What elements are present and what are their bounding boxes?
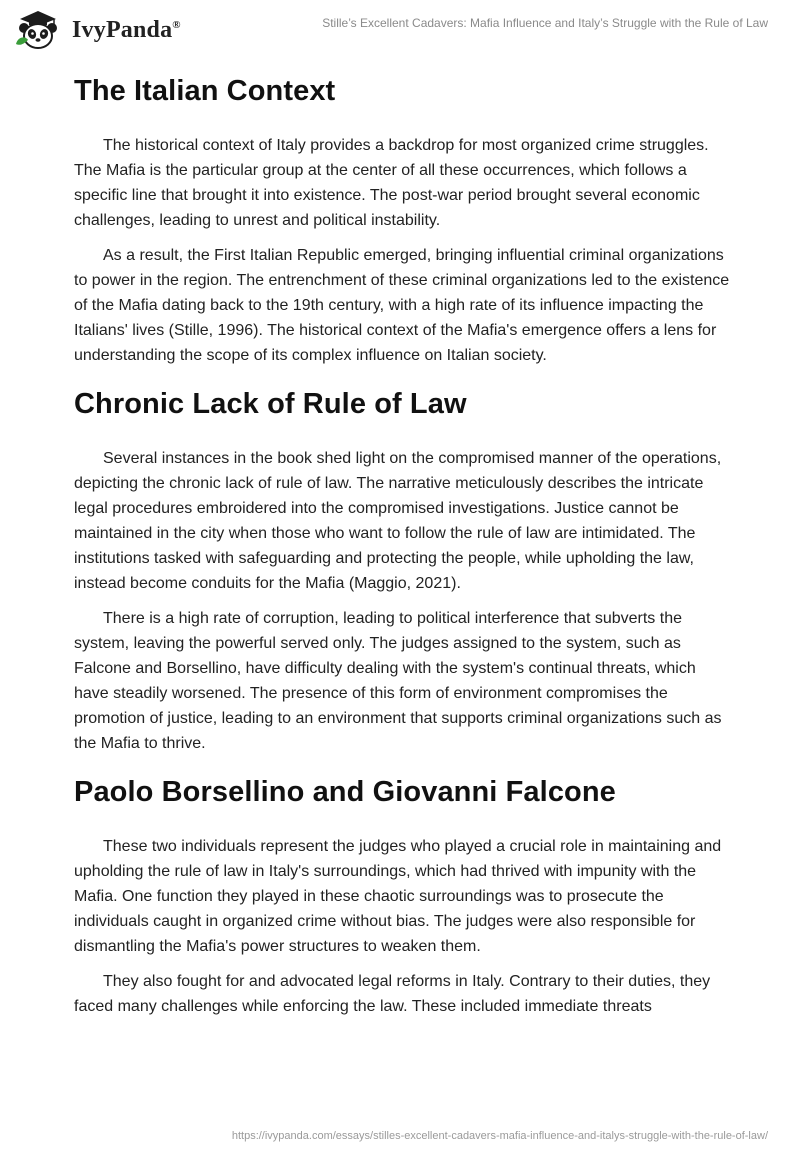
section-heading: Paolo Borsellino and Giovanni Falcone xyxy=(74,776,616,808)
page-header xyxy=(0,0,800,60)
paragraph: These two individuals represent the judges who played a crucial role in maintaining and upholding the rule of law in Italy's surroundings, which had thrived with impunity with the Mafia. One function they played in these chaotic surroundings was to prosecute the individuals caught in organized crime without bias. The judges were also responsible for dismantling the Mafia's power structures to weaken them. xyxy=(74,838,722,955)
paragraph: There is a high rate of corruption, leading to political interference that subverts the system, leaving the powerful served only. The judges assigned to the system, such as Falcone and Borsellino, have difficulty dealing with the system's continual threats, which have steadily worsened. The presence of this form of environment compromises the promotion of justice, leading to an environment that supports criminal organizations such as the Mafia to thrive. xyxy=(74,610,722,752)
paragraph: The historical context of Italy provides a backdrop for most organized crime struggles. The Mafia is the particular group at the center of all these occurrences, which follows a specific line that brought it into existence. The post-war period brought several economic challenges, leading to unrest and political instability. xyxy=(74,137,709,229)
paragraph: As a result, the First Italian Republic emerged, bringing influential criminal organizations to power in the region. The entrenchment of these criminal organizations led to the existence of the Mafia dating back to the 19th century, with a high rate of its influence impacting the Italians' lives (Stille, 1996). The historical context of the Mafia's emergence offers a lens for understanding the scope of its complex influence on Italian society. xyxy=(74,247,730,364)
ivypanda-logo[interactable] xyxy=(14,10,181,50)
paragraph: Several instances in the book shed light on the compromised manner of the operations, depicting the chronic lack of rule of law. The narrative meticulously describes the intricate legal procedures embroidered into the compromised investigations. Justice cannot be maintained in the city when those who want to follow the rule of law are intimidated. The institutions tasked with safeguarding and protecting the people, while upholding the law, instead become conduits for the Mafia (Maggio, 2021). xyxy=(74,450,722,592)
panda-graduate-icon xyxy=(14,10,66,50)
source-url-link[interactable]: https://ivypanda.com/essays/stilles-excellent-cadavers-mafia-influence-and-italys-struggle-with-the-rule-of-law/ xyxy=(231,1130,768,1142)
section-heading: The Italian Context xyxy=(74,75,336,107)
brand-name: IvyPanda® xyxy=(72,16,181,43)
essay-body xyxy=(74,68,734,1019)
section-heading: Chronic Lack of Rule of Law xyxy=(74,388,467,420)
document-title: Stille’s Excellent Cadavers: Mafia Influence and Italy’s Struggle with the Rule of Law xyxy=(322,16,768,30)
paragraph: They also fought for and advocated legal reforms in Italy. Contrary to their duties, they faced many challenges while enforcing the law. These included immediate threats xyxy=(74,973,711,1015)
